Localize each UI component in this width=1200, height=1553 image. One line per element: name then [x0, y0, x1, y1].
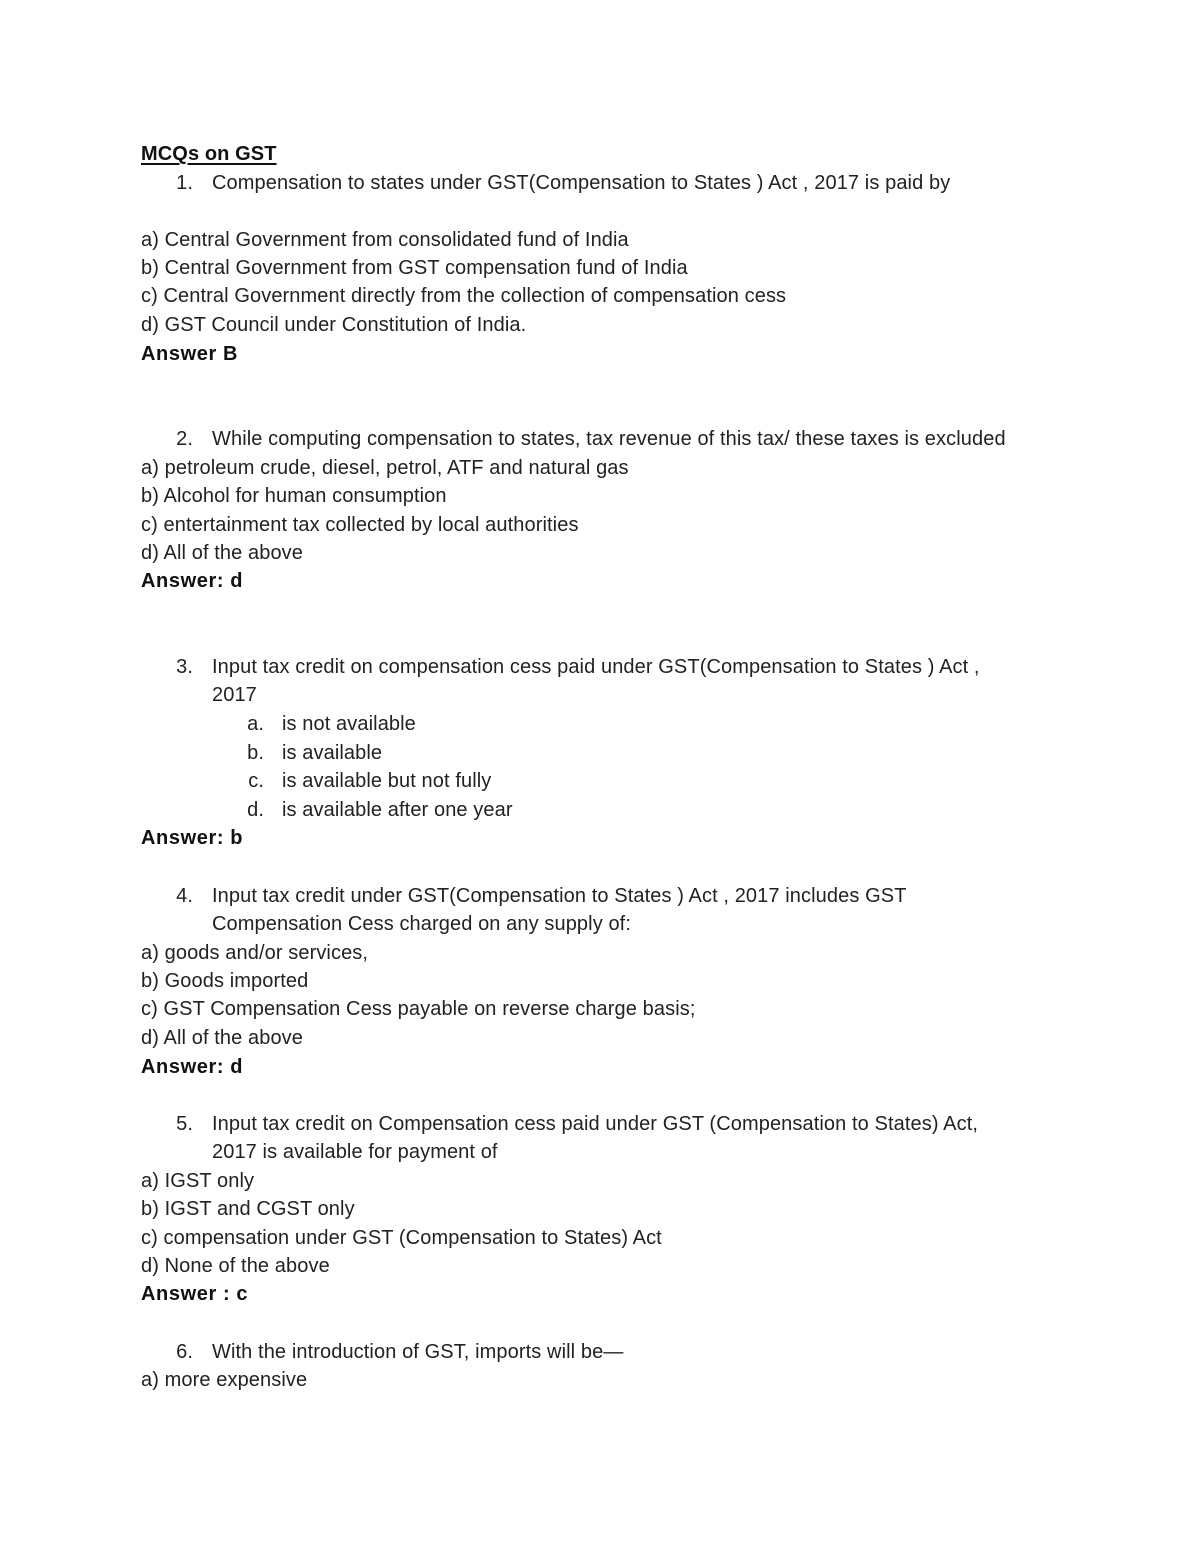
question-4-text-line-2: Compensation Cess charged on any supply of: [212, 913, 631, 935]
question-1-text: Compensation to states under GST(Compensation to States ) Act , 2017 is paid by [212, 172, 951, 194]
question-6-option-a: a) more expensive [141, 1369, 308, 1391]
question-5-option-a: a) IGST only [141, 1170, 255, 1192]
question-4-number: 4. [176, 885, 193, 907]
question-4-option-d: d) All of the above [141, 1027, 304, 1049]
question-2-answer: Answer: d [141, 570, 244, 592]
question-3-option-b-marker: b. [247, 742, 264, 764]
question-3-option-d-marker: d. [247, 799, 264, 821]
question-1-option-c: c) Central Government directly from the collection of compensation cess [141, 285, 787, 307]
question-3-text-line-2: 2017 [212, 684, 257, 706]
question-3-text-line-1: Input tax credit on compensation cess paid under GST(Compensation to States ) Act , [212, 656, 980, 678]
question-3-answer: Answer: b [141, 827, 244, 849]
question-3-number: 3. [176, 656, 193, 678]
page-title: MCQs on GST [141, 143, 277, 165]
question-2-option-b: b) Alcohol for human consumption [141, 485, 447, 507]
question-5-option-b: b) IGST and CGST only [141, 1198, 355, 1220]
question-2-option-c: c) entertainment tax collected by local authorities [141, 514, 579, 536]
question-4-text-line-1: Input tax credit under GST(Compensation to States ) Act , 2017 includes GST [212, 885, 907, 907]
question-5-option-d: d) None of the above [141, 1255, 330, 1277]
question-2-option-d: d) All of the above [141, 542, 304, 564]
question-3-option-a: is not available [282, 713, 416, 735]
question-2-text: While computing compensation to states, tax revenue of this tax/ these taxes is excluded [212, 428, 1006, 450]
question-5-text-line-2: 2017 is available for payment of [212, 1141, 498, 1163]
question-3-option-c-marker: c. [248, 770, 264, 792]
question-5-number: 5. [176, 1113, 193, 1135]
question-4-option-a: a) goods and/or services, [141, 942, 369, 964]
question-1-option-b: b) Central Government from GST compensation fund of India [141, 257, 688, 279]
question-4-option-b: b) Goods imported [141, 970, 309, 992]
question-4-answer: Answer: d [141, 1056, 244, 1078]
question-3-option-b: is available [282, 742, 383, 764]
question-5-answer: Answer : c [141, 1283, 249, 1305]
question-1-option-d: d) GST Council under Constitution of India. [141, 314, 527, 336]
question-4-option-c: c) GST Compensation Cess payable on reverse charge basis; [141, 998, 696, 1020]
question-1-option-a: a) Central Government from consolidated fund of India [141, 229, 629, 251]
question-2-option-a: a) petroleum crude, diesel, petrol, ATF and natural gas [141, 457, 629, 479]
question-3-option-c: is available but not fully [282, 770, 492, 792]
question-6-number: 6. [176, 1341, 193, 1363]
question-5-option-c: c) compensation under GST (Compensation to States) Act [141, 1227, 662, 1249]
question-6-text: With the introduction of GST, imports will be— [212, 1341, 624, 1363]
question-5-text-line-1: Input tax credit on Compensation cess paid under GST (Compensation to States) Act, [212, 1113, 979, 1135]
question-2-number: 2. [176, 428, 193, 450]
question-1-answer: Answer B [141, 343, 239, 365]
question-3-option-d: is available after one year [282, 799, 513, 821]
question-1-number: 1. [176, 172, 193, 194]
question-3-option-a-marker: a. [247, 713, 264, 735]
